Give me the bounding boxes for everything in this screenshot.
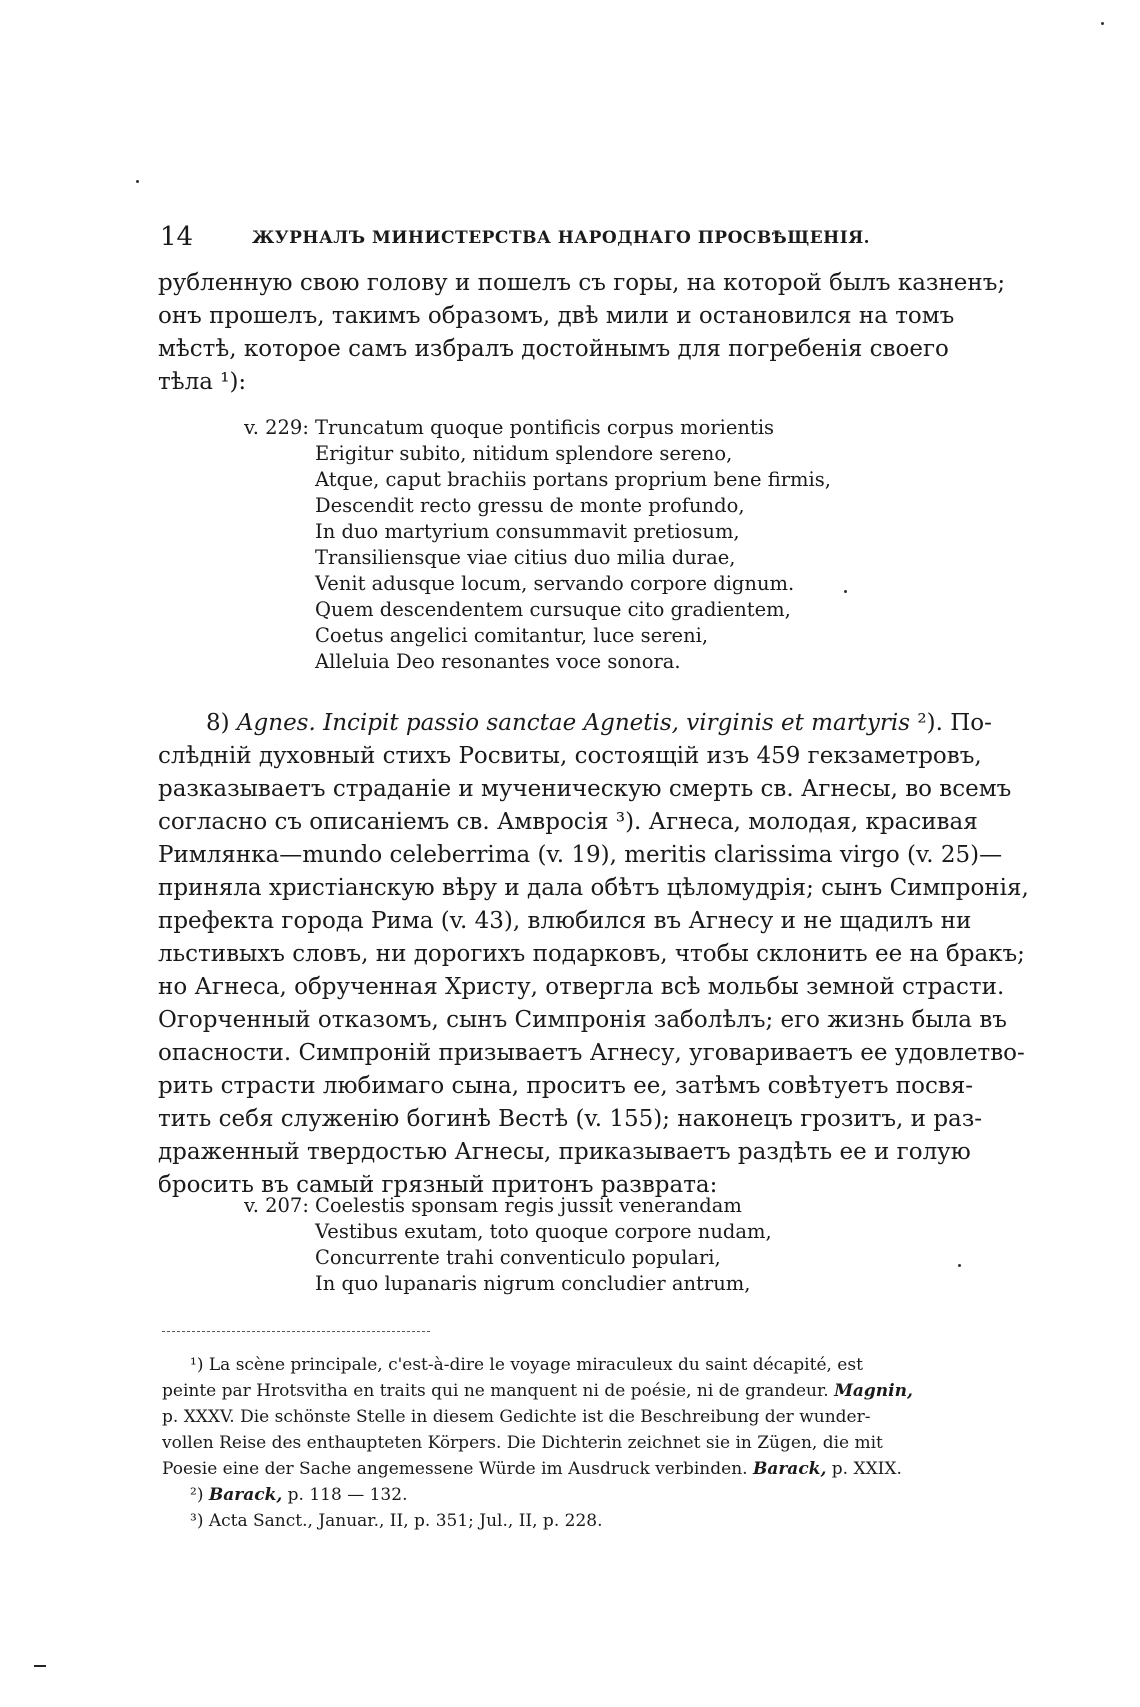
text-line: опасности. Симпроній призываетъ Агнесу, уговариваетъ ее удовлетво- [158, 1040, 1025, 1066]
text-line: бросить въ самый грязный притонъ разврата: [158, 1172, 718, 1198]
footnote-text: p. 118 — 132. [287, 1485, 408, 1505]
text-fragment: По- [942, 710, 992, 736]
verse-number: v. 229: [244, 416, 309, 439]
text-line: префекта города Рима (v. 43), влюбился въ Агнесу и не щадилъ ни [158, 908, 972, 934]
footnote-2 [162, 1482, 982, 1508]
section-title: Agnes. Incipit passio sanctae Agnetis, virginis et martyris [236, 710, 911, 736]
running-head: ЖУРНАЛЪ МИНИСТЕРСТВА НАРОДНАГО ПРОСВѢЩЕНІЯ. [252, 228, 871, 248]
verse-line: In quo lupanaris nigrum concludier antrum, [315, 1272, 751, 1295]
footnote-author: Magnin, [834, 1381, 913, 1401]
section-heading-line [158, 707, 992, 740]
footnote-author: Barack, [208, 1485, 283, 1505]
footnote-3 [162, 1508, 982, 1534]
footnote-separator [162, 1331, 430, 1332]
verse-lines [315, 1193, 772, 1297]
verse-quote-229 [244, 415, 964, 685]
verse-line: Venit adusque locum, servando corpore dignum. [315, 572, 795, 595]
intro-paragraph [158, 267, 1006, 399]
verse-line: Transiliensque viae citius duo milia durae, [315, 546, 736, 569]
footnote-text: Acta Sanct., Januar., II, p. 351; Jul., II, p. 228. [208, 1511, 603, 1531]
text-line: тѣла ¹): [158, 369, 247, 395]
verse-line: Erigitur subito, nitidum splendore sereno, [315, 442, 733, 465]
text-line: тить себя служенію богинѣ Вестѣ (v. 155); наконецъ грозитъ, и раз- [158, 1106, 983, 1132]
text-line: мѣстѣ, которое самъ избралъ достойнымъ для погребенія своего [158, 336, 949, 362]
text-line: льстивыхъ словъ, ни дорогихъ подарковъ, чтобы склонить ее на бракъ; [158, 941, 1025, 967]
page-number: 14 [160, 222, 194, 252]
footnote-1-line: vollen Reise des enthaupteten Körpers. Die Dichterin zeichnet sie in Zügen, die mit [162, 1433, 883, 1453]
footnote-mark: ³) [190, 1511, 204, 1531]
footnote-1-line [162, 1456, 982, 1482]
footnote-1-line: p. XXXV. Die schönste Stelle in diesem Gedichte ist die Beschreibung der wunder- [162, 1407, 871, 1427]
verse-line: Vestibus exutam, toto quoque corpore nudam, [315, 1220, 772, 1243]
verse-lines [315, 415, 831, 675]
text-line: Огорченный отказомъ, сынъ Симпронія заболѣлъ; его жизнь была въ [158, 1007, 1007, 1033]
footnotes [162, 1352, 982, 1534]
footnote-text: La scène principale, c'est-à-dire le voyage miraculeux du saint décapité, est [208, 1355, 863, 1375]
footnote-text: p. XXIX. [831, 1459, 902, 1479]
text-line: Римлянка—mundo celeberrima (v. 19), meritis clarissima virgo (v. 25)— [158, 842, 1003, 868]
verse-line: Truncatum quoque pontificis corpus morientis [315, 416, 775, 439]
text-line: приняла христіанскую вѣру и дала обѣтъ цѣломудрія; сынъ Симпронія, [158, 875, 1029, 901]
footnote-mark: ¹) [190, 1355, 204, 1375]
verse-line: Alleluia Deo resonantes voce sonora. [315, 650, 681, 673]
footnote-ref: ²). [917, 710, 943, 736]
footnote-mark: ²) [190, 1485, 204, 1505]
text-line: разказываетъ страданіе и мученическую смерть св. Агнесы, во всемъ [158, 776, 1012, 802]
footnote-1-line [162, 1352, 982, 1378]
page-speck [136, 180, 139, 183]
verse-line: Coelestis sponsam regis jussit venerandam [315, 1194, 742, 1217]
text-line: онъ прошелъ, такимъ образомъ, двѣ мили и остановился на томъ [158, 303, 955, 329]
verse-line: In duo martyrium consummavit pretiosum, [315, 520, 740, 543]
verse-line: Concurrente trahi conventiculo populari, [315, 1246, 721, 1269]
section-8-paragraph [158, 707, 1029, 1202]
footnote-text: Poesie eine der Sache angemessene Würde im Ausdruck verbinden. [162, 1459, 748, 1479]
footnote-author: Barack, [752, 1459, 827, 1479]
verse-quote-207 [244, 1193, 964, 1303]
verse-line: Atque, caput brachiis portans proprium bene firmis, [315, 468, 831, 491]
text-line: но Агнеса, обрученная Христу, отвергла всѣ мольбы земной страсти. [158, 974, 1005, 1000]
text-line: согласно съ описаніемъ св. Амвросія ³). Агнеса, молодая, красивая [158, 809, 978, 835]
text-line: слѣдній духовный стихъ Росвиты, состоящій изъ 459 гекзаметровъ, [158, 743, 982, 769]
footnote-text: peinte par Hrotsvitha en traits qui ne manquent ni de poésie, ni de grandeur. [162, 1381, 829, 1401]
verse-line: Descendit recto gressu de monte profundo, [315, 494, 745, 517]
footnote-1-line [162, 1378, 982, 1404]
page-speck [1101, 22, 1104, 25]
page-mark [34, 1665, 46, 1667]
text-line: рубленную свою голову и пошелъ съ горы, на которой былъ казненъ; [158, 270, 1006, 296]
page-header [160, 222, 1000, 252]
text-line: рить страсти любимаго сына, проситъ ее, затѣмъ совѣтуетъ посвя- [158, 1073, 974, 1099]
text-line: драженный твердостью Агнесы, приказываетъ раздѣть ее и голую [158, 1139, 971, 1165]
verse-number: v. 207: [244, 1194, 309, 1217]
verse-line: Coetus angelici comitantur, luce sereni, [315, 624, 709, 647]
section-number: 8) [206, 710, 230, 736]
verse-line: Quem descendentem cursuque cito gradientem, [315, 598, 791, 621]
